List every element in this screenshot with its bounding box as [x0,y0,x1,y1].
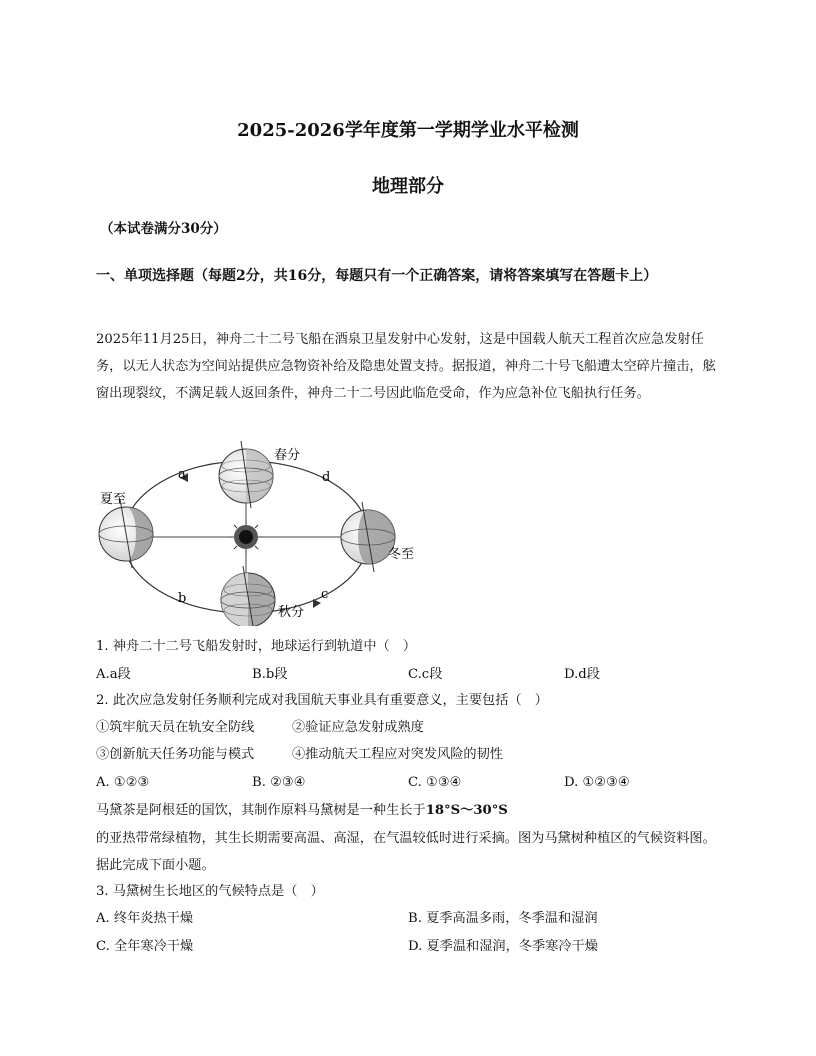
q1-option-d[interactable]: D.d段 [564,667,600,682]
q3-stem: 3. 马黛树生长地区的气候特点是（ ） [96,884,324,899]
section-heading: 一、单项选择题（每题2分，共16分，每题只有一个正确答案，请将答案填写在答题卡上） [96,268,658,284]
score-note: （本试卷满分30分） [100,221,227,237]
earth-orbit-figure [96,436,426,626]
q3-option-c[interactable]: C. 全年寒冷干燥 [96,939,194,954]
passage-2-prefix: 马黛茶是阿根廷的国饮，其制作原料马黛树是一种生长于 [96,803,426,818]
label-autumn: 秋分 [278,605,305,620]
q2-option-b[interactable]: B. ②③④ [252,775,306,790]
page-title: 2025-2026学年度第一学期学业水平检测 [237,120,579,141]
label-spring: 春分 [274,448,301,463]
q2-item-3: ③创新航天任务功能与模式 [96,747,255,762]
q2-stem: 2. 此次应急发射任务顺利完成对我国航天事业具有重要意义，主要包括（ ） [96,693,548,708]
label-b: b [178,591,187,606]
q3-option-b[interactable]: B. 夏季高温多雨，冬季温和湿润 [408,911,598,926]
q1-option-c[interactable]: C.c段 [408,667,443,682]
label-c: c [321,587,329,602]
globe-spring-equinox [219,441,273,508]
q1-option-b[interactable]: B.b段 [252,667,288,682]
sun-icon [229,520,263,554]
q2-item-4: ④推动航天工程应对突发风险的韧性 [292,747,503,762]
label-winter: 冬至 [388,547,415,562]
q2-option-a[interactable]: A. ①②③ [96,775,150,790]
label-a: a [178,467,186,482]
q2-item-1: ①筑牢航天员在轨安全防线 [96,720,255,735]
latitude-range: 18°S～30°S [425,803,508,818]
q2-item-2: ②验证应急发射成熟度 [292,720,424,735]
passage-1: 2025年11月25日，神舟二十二号飞船在酒泉卫星发射中心发射，这是中国载人航天工程首次应急发射任务，以无人状态为空间站提供应急物资补给及隐患处置支持。据报道，神舟二十号飞船遭太空碎片撞击，舷窗出现裂纹，不满足载人返回条件，神舟二十二号因此临危受命，作为应急补位飞船执行任务。 [96,332,716,401]
passage-2-body: 的亚热带常绿植物，其生长期需要高温、高湿，在气温较低时进行采摘。图为马黛树种植区的气候资料图。据此完成下面小题。 [96,831,716,873]
q3-option-a[interactable]: A. 终年炎热干燥 [96,911,194,926]
q1-stem: 1. 神舟二十二号飞船发射时，地球运行到轨道中（ ） [96,639,417,654]
q2-option-c[interactable]: C. ①③④ [408,775,462,790]
globe-autumn-equinox [221,566,275,626]
globe-summer-solstice [99,499,153,568]
label-summer: 夏至 [100,492,127,507]
passage-2-line-1 [96,801,508,821]
q1-option-a[interactable]: A.a段 [96,667,131,682]
q3-option-d[interactable]: D. 夏季温和湿润，冬季寒冷干燥 [408,939,598,954]
page-subtitle: 地理部分 [372,176,444,197]
globe-winter-solstice [341,502,395,572]
q2-option-d[interactable]: D. ①②③④ [564,775,630,790]
label-d: d [322,470,331,485]
